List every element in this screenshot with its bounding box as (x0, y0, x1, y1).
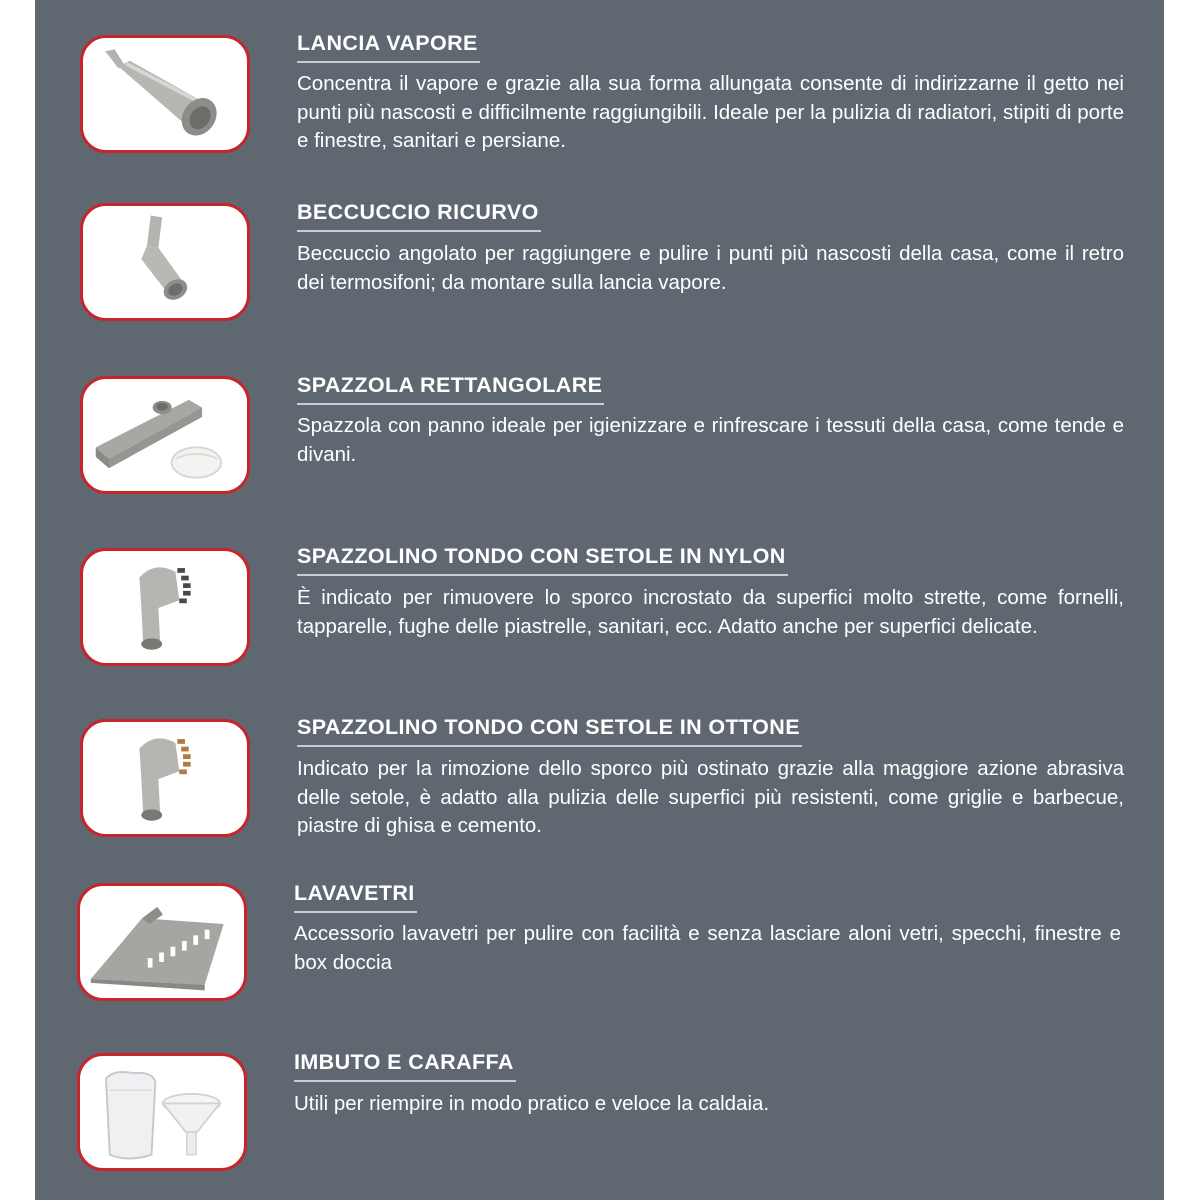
accessory-description: Indicato per la rimozione dello sporco più ostinato grazie alla maggiore azione abrasiva delle setole, è adatto alla pulizia delle superfici più resistenti, come griglie e barbecue, piastre di ghisa e cemento. (297, 757, 1124, 837)
curved-nozzle-image (80, 203, 250, 321)
steam-lance-image (80, 35, 250, 153)
accessory-title: BECCUCCIO RICURVO (297, 199, 541, 232)
accessory-description: Beccuccio angolato per raggiungere e pulire i punti più nascosti della casa, come il retro dei termosifoni; da montare sulla lancia vapore. (297, 242, 1124, 294)
accessories-panel (35, 0, 1164, 1200)
accessory-title: SPAZZOLA RETTANGOLARE (297, 372, 604, 405)
brass-round-brush-image (80, 719, 250, 837)
accessory-title: IMBUTO E CARAFFA (294, 1049, 516, 1082)
accessory-description: Utili per riempire in modo pratico e veloce la caldaia. (294, 1092, 770, 1115)
accessory-description: Concentra il vapore e grazie alla sua forma allungata consente di indirizzarne il getto nei punti più nascosti e difficilmente raggiungibili. Ideale per la pulizia di radiatori, stipiti di porte e finestre, sanitari e persiane. (297, 72, 1124, 152)
accessory-description: Spazzola con panno ideale per igienizzare e rinfrescare i tessuti della casa, come tende e divani. (297, 414, 1124, 466)
accessory-title: SPAZZOLINO TONDO CON SETOLE IN NYLON (297, 543, 788, 576)
rectangular-brush-image (80, 376, 250, 494)
accessory-title: SPAZZOLINO TONDO CON SETOLE IN OTTONE (297, 714, 802, 747)
accessory-title: LANCIA VAPORE (297, 30, 480, 63)
window-cleaner-image (77, 883, 247, 1001)
funnel-and-jug-image (77, 1053, 247, 1171)
nylon-round-brush-image (80, 548, 250, 666)
accessory-description: È indicato per rimuovere lo sporco incrostato da superfici molto strette, come fornelli, tapparelle, fughe delle piastrelle, sanitari, ecc. Adatto anche per superfici delicate. (297, 586, 1124, 638)
accessory-description: Accessorio lavavetri per pulire con facilità e senza lasciare aloni vetri, specchi, finestre e box doccia (294, 922, 1121, 974)
accessory-title: LAVAVETRI (294, 880, 417, 913)
